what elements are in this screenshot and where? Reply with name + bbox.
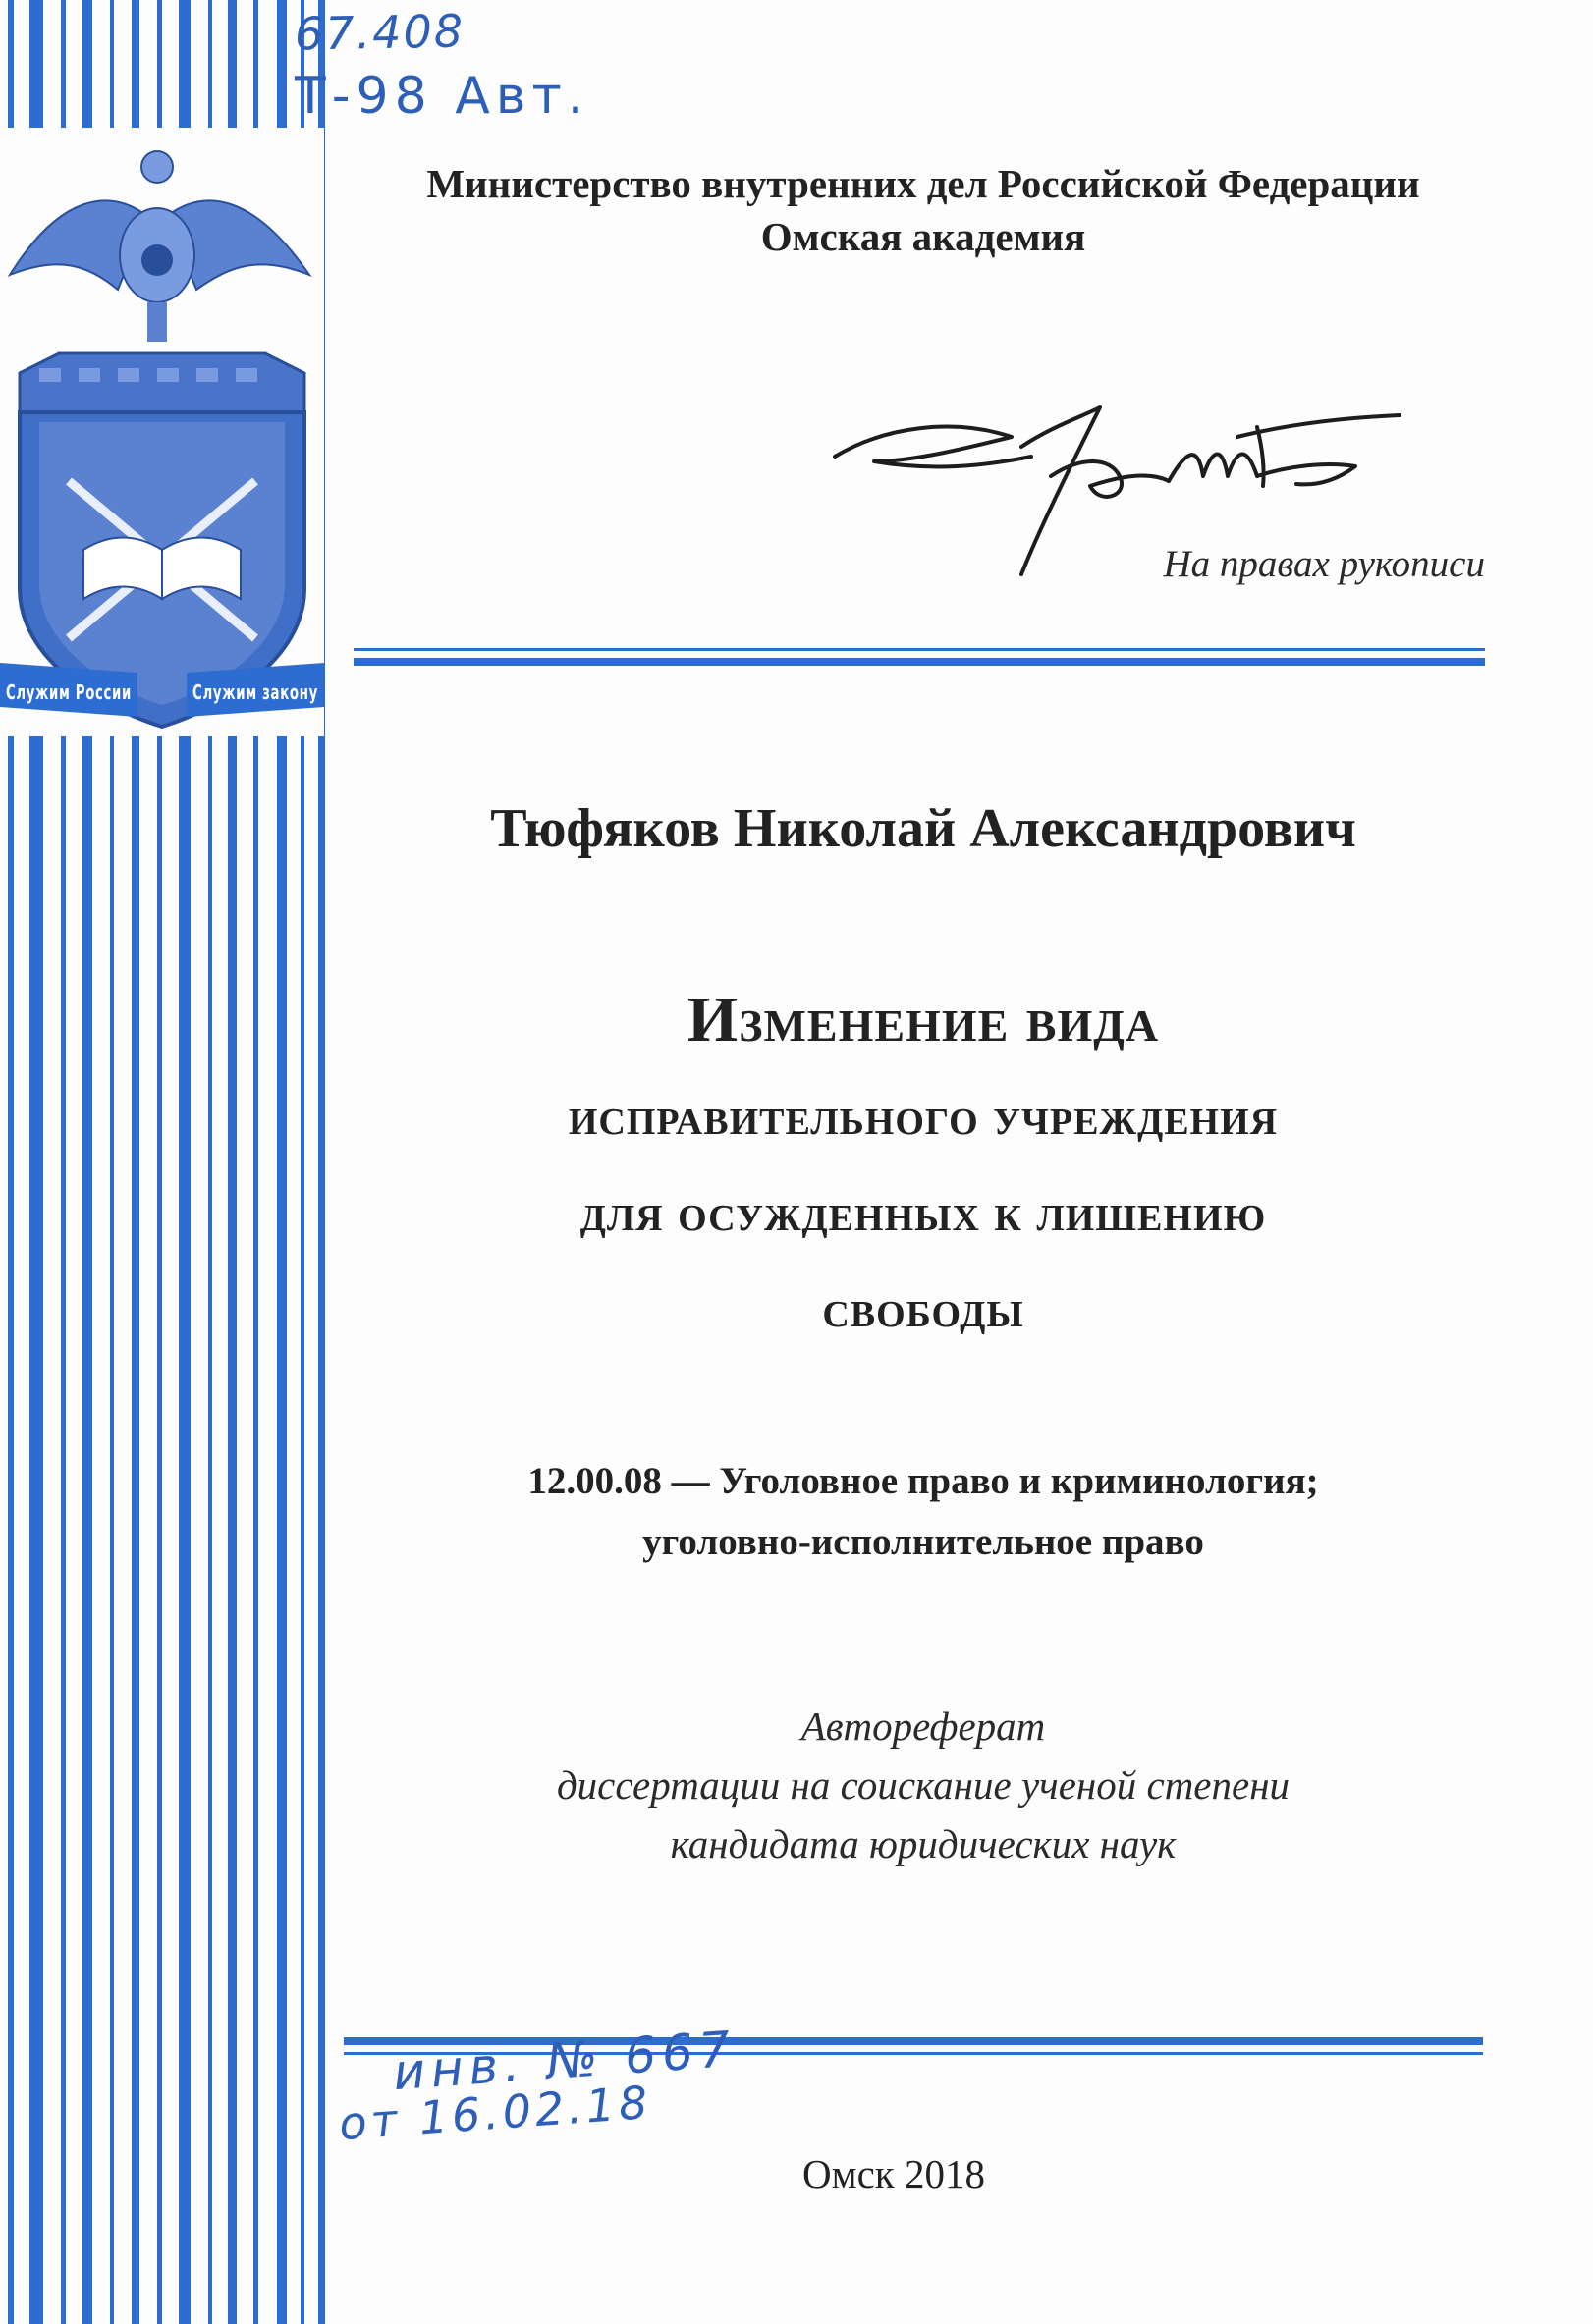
abstract-description [334, 1697, 1512, 1873]
title-line-2: исправительного учреждения [568, 1087, 1279, 1146]
handwritten-date-mark: от 16.02.18 [337, 2075, 653, 2151]
abstract-line-2: диссертации на соискание ученой степени [556, 1762, 1291, 1808]
dissertation-title [334, 972, 1512, 1357]
handwritten-code-mark: Т-98 Авт. [295, 67, 590, 126]
handwritten-shelf-mark: 67.408 [294, 4, 466, 61]
emblem-motto-left: Служим России [6, 680, 132, 704]
abstract-line-1: Автореферат [800, 1703, 1046, 1749]
academy-emblem [0, 128, 324, 736]
ministry-header [334, 157, 1512, 263]
manuscript-note: На правах рукописи [1163, 543, 1485, 585]
academy-name: Омская академия [760, 214, 1086, 259]
emblem-motto-right: Служим закону [192, 680, 318, 704]
top-divider [354, 648, 1485, 666]
author-name: Тюфяков Николай Александрович [490, 798, 1356, 859]
specialty-line-2: уголовно-исполнительное право [642, 1521, 1204, 1563]
ministry-name: Министерство внутренних дел Российской Федерации [426, 161, 1420, 206]
specialty-code [334, 1451, 1512, 1573]
handwritten-inventory-mark: инв. № 667 [391, 2020, 739, 2102]
title-line-3: для осужденных к лишению [579, 1183, 1267, 1242]
title-line-4: свободы [822, 1279, 1024, 1338]
city-year: Омск 2018 [802, 2151, 985, 2196]
title-line-1: Изменение вида [687, 984, 1160, 1055]
specialty-line-1: 12.00.08 — Уголовное право и криминология; [527, 1460, 1319, 1502]
abstract-line-3: кандидата юридических наук [670, 1821, 1177, 1866]
